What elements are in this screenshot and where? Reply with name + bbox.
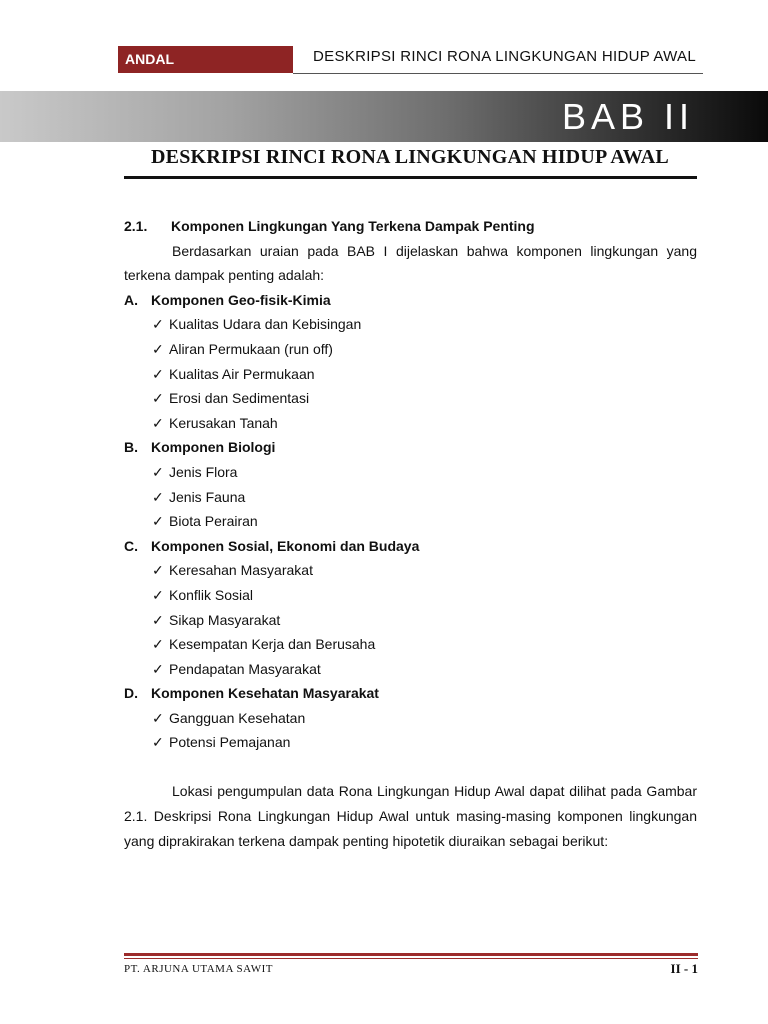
chapter-label: BAB II bbox=[561, 96, 694, 137]
category-heading bbox=[124, 681, 697, 706]
checkmark-icon: ✓ bbox=[152, 390, 164, 407]
checkmark-icon: ✓ bbox=[152, 586, 164, 603]
checkmark-icon: ✓ bbox=[152, 414, 164, 431]
list-item-label: Jenis Flora bbox=[169, 463, 238, 480]
list-item bbox=[124, 608, 697, 633]
chapter-title: DESKRIPSI RINCI RONA LINGKUNGAN HIDUP AWAL bbox=[151, 146, 669, 168]
category-letter: B. bbox=[124, 439, 138, 456]
checkmark-icon: ✓ bbox=[152, 734, 164, 751]
chapter-rule bbox=[124, 176, 697, 179]
category-heading bbox=[124, 534, 697, 559]
section-title: Komponen Lingkungan Yang Terkena Dampak Penting bbox=[171, 218, 535, 234]
category-title: Komponen Kesehatan Masyarakat bbox=[151, 685, 379, 702]
list-item bbox=[124, 632, 697, 657]
footer-rule-thin bbox=[124, 958, 698, 959]
list-item-label: Kualitas Udara dan Kebisingan bbox=[169, 316, 362, 333]
page-content bbox=[124, 214, 697, 854]
list-item bbox=[124, 706, 697, 731]
list-item-label: Jenis Fauna bbox=[169, 488, 246, 505]
checkmark-icon: ✓ bbox=[152, 488, 164, 505]
list-item-label: Kualitas Air Permukaan bbox=[169, 365, 315, 382]
footer-rule-thick bbox=[124, 953, 698, 956]
intro-paragraph: Berdasarkan uraian pada BAB I dijelaskan bahwa komponen lingkungan yang terkena dampak penting adalah: bbox=[124, 242, 697, 284]
list-item-label: Aliran Permukaan (run off) bbox=[169, 340, 333, 357]
checkmark-icon: ✓ bbox=[152, 636, 164, 653]
chapter-band bbox=[0, 91, 768, 142]
header-rule bbox=[293, 73, 703, 74]
list-item bbox=[124, 337, 697, 362]
checkmark-icon: ✓ bbox=[152, 660, 164, 677]
list-item bbox=[124, 558, 697, 583]
header-title: DESKRIPSI RINCI RONA LINGKUNGAN HIDUP AWAL bbox=[313, 48, 696, 65]
list-item bbox=[124, 485, 697, 510]
list-item bbox=[124, 730, 697, 755]
list-item-label: Gangguan Kesehatan bbox=[169, 709, 306, 726]
list-item bbox=[124, 362, 697, 387]
list-item-label: Sikap Masyarakat bbox=[169, 611, 281, 628]
page-number: II - 1 bbox=[670, 961, 698, 976]
category-letter: C. bbox=[124, 537, 138, 554]
section-heading bbox=[124, 214, 697, 239]
checkmark-icon: ✓ bbox=[152, 340, 164, 357]
checkmark-icon: ✓ bbox=[152, 513, 164, 530]
checkmark-icon: ✓ bbox=[152, 611, 164, 628]
closing-paragraph: Lokasi pengumpulan data Rona Lingkungan Hidup Awal dapat dilihat pada Gambar 2.1. Deskripsi Rona Lingkungan Hidup Awal untuk masing-masing komponen lingkungan yang diprakirakan terkena dampak penting hipotetik diuraikan sebagai berikut: bbox=[124, 783, 697, 850]
category-title: Komponen Geo-fisik-Kimia bbox=[151, 291, 331, 308]
category-heading bbox=[124, 435, 697, 460]
list-item-label: Erosi dan Sedimentasi bbox=[169, 390, 310, 407]
list-item bbox=[124, 583, 697, 608]
component-list bbox=[124, 288, 697, 755]
section-number: 2.1. bbox=[124, 218, 148, 234]
list-item bbox=[124, 411, 697, 436]
list-item-label: Pendapatan Masyarakat bbox=[169, 660, 321, 677]
list-item-label: Konflik Sosial bbox=[169, 586, 254, 603]
checkmark-icon: ✓ bbox=[152, 463, 164, 480]
category-letter: D. bbox=[124, 685, 138, 702]
checkmark-icon: ✓ bbox=[152, 365, 164, 382]
checkmark-icon: ✓ bbox=[152, 562, 164, 579]
header-tag: ANDAL bbox=[118, 46, 293, 73]
list-item bbox=[124, 386, 697, 411]
list-item bbox=[124, 657, 697, 682]
list-item-label: Kesempatan Kerja dan Berusaha bbox=[169, 636, 376, 653]
list-item-label: Biota Perairan bbox=[169, 513, 258, 530]
checkmark-icon: ✓ bbox=[152, 316, 164, 333]
footer-company: PT. ARJUNA UTAMA SAWIT bbox=[124, 963, 273, 975]
category-title: Komponen Sosial, Ekonomi dan Budaya bbox=[151, 537, 420, 554]
category-heading bbox=[124, 288, 697, 313]
category-letter: A. bbox=[124, 291, 138, 308]
checkmark-icon: ✓ bbox=[152, 709, 164, 726]
list-item bbox=[124, 312, 697, 337]
list-item bbox=[124, 509, 697, 534]
list-item bbox=[124, 460, 697, 485]
category-title: Komponen Biologi bbox=[151, 439, 276, 456]
list-item-label: Kerusakan Tanah bbox=[169, 414, 278, 431]
list-item-label: Potensi Pemajanan bbox=[169, 734, 291, 751]
list-item-label: Keresahan Masyarakat bbox=[169, 562, 313, 579]
